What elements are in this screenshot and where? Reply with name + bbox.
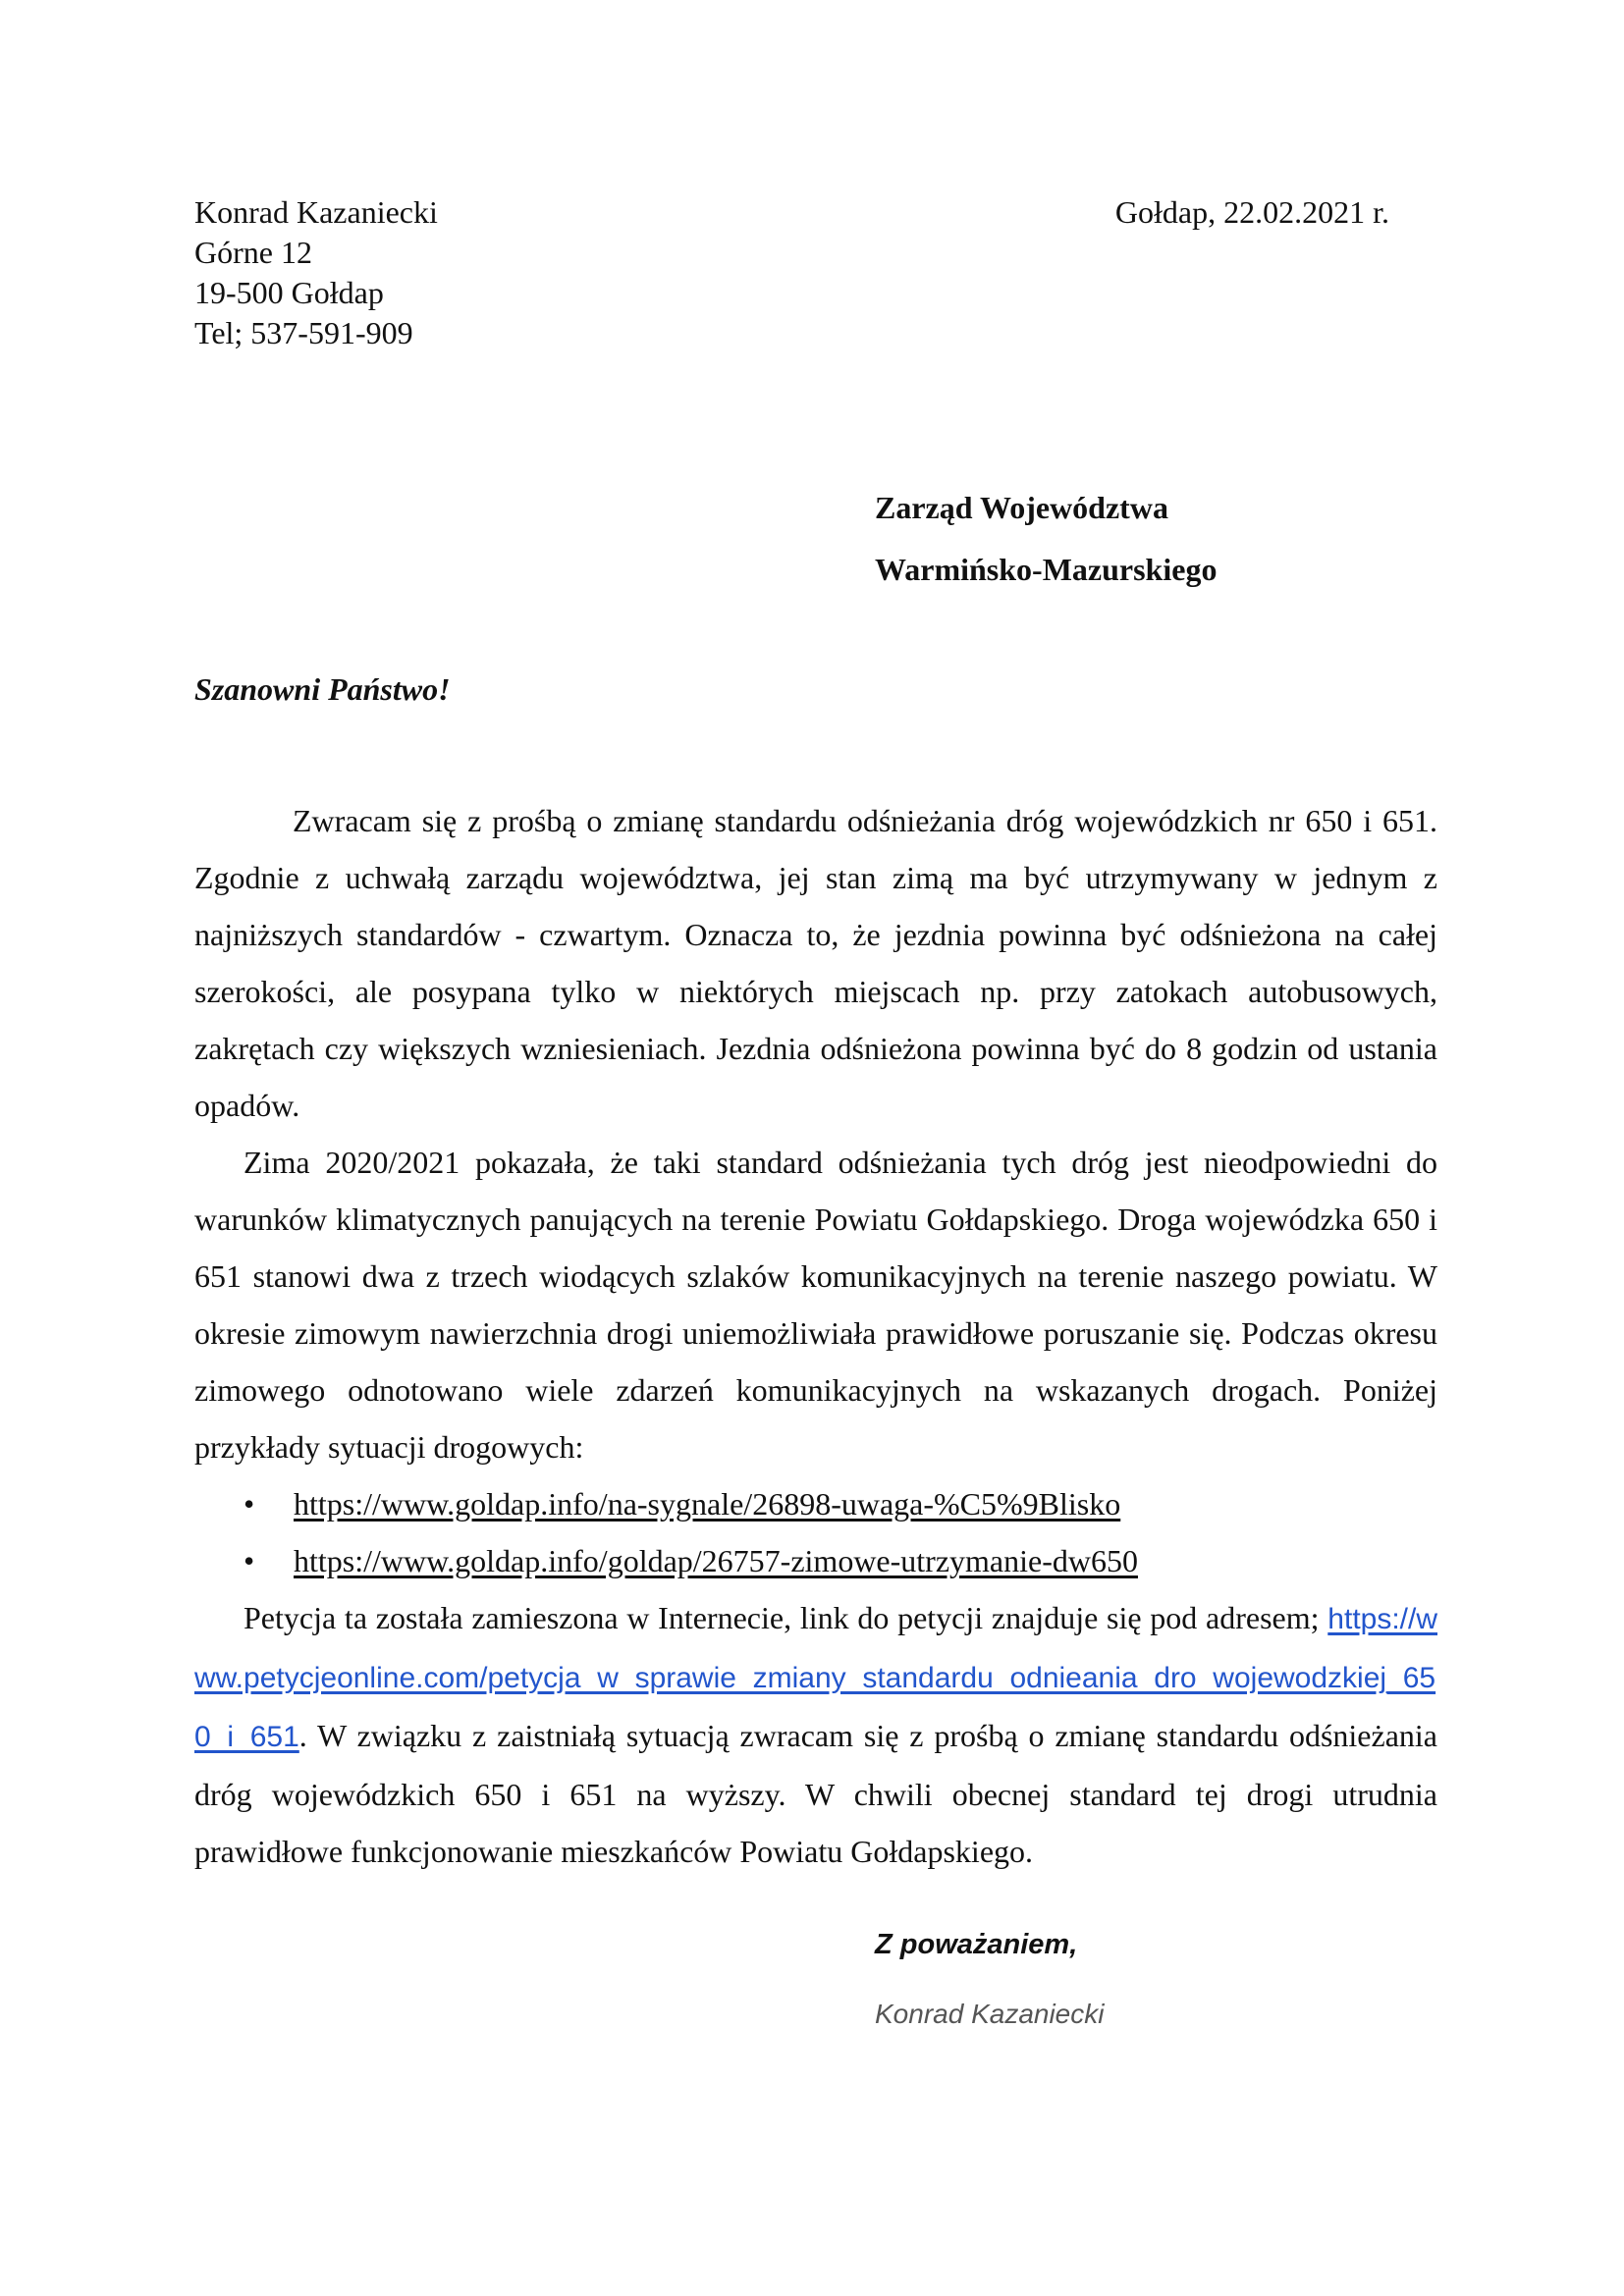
example-link-2[interactable]: https://www.goldap.info/goldap/26757-zimowe-utrzymanie-dw650 [294, 1543, 1138, 1578]
bullet-icon: • [244, 1486, 255, 1522]
paragraph-3 [194, 1589, 1437, 1880]
recipient-address [875, 477, 1217, 601]
sender-street: Górne 12 [194, 235, 312, 270]
example-links-list [194, 1475, 1437, 1589]
paragraph-3-start: Petycja ta została zamieszona w Internecie, link do petycji znajduje się pod adresem; [244, 1600, 1320, 1635]
recipient-line-2: Warmińsko-Mazurskiego [875, 552, 1218, 587]
closing: Z poważaniem, [875, 1929, 1078, 1960]
letter-body [194, 792, 1437, 1880]
petition-link[interactable]: https://www.petycjeonline.com/petycja_w_sprawie_zmiany_standardu_odnieania_dro_wojewodzkiej_650_i_651 [194, 1603, 1438, 1753]
paragraph-1: Zwracam się z prośbą o zmianę standardu odśnieżania dróg wojewódzkich nr 650 i 651. Zgodnie z uchwałą zarządu województwa, jej stan zimą ma być utrzymywany w jednym z najniższych standardów - czwartym. Oznacza to, że jezdnia powinna być odśnieżona na całej szerokości, ale posypana tylko w niektórych miejscach np. przy zatokach autobusowych, zakrętach czy większych wzniesieniach. Jezdnia odśnieżona powinna być do 8 godzin od ustania opadów. [194, 803, 1437, 1123]
salutation: Szanowni Państwo! [194, 671, 451, 707]
signature: Konrad Kazaniecki [875, 1999, 1105, 2029]
list-item [194, 1532, 1437, 1589]
paragraph-2: Zima 2020/2021 pokazała, że taki standard odśnieżania tych dróg jest nieodpowiedni do warunków klimatycznych panujących na terenie Powiatu Gołdapskiego. Droga wojewódzka 650 i 651 stanowi dwa z trzech wiodących szlaków komunikacyjnych na terenie naszego powiatu. W okresie zimowym nawierzchnia drogi uniemożliwiała prawidłowe poruszanie się. Podczas okresu zimowego odnotowano wiele zdarzeń komunikacyjnych na wskazanych drogach. Poniżej przykłady sytuacji drogowych: [194, 1145, 1437, 1465]
sender-phone: Tel; 537-591-909 [194, 315, 413, 350]
example-link-1[interactable]: https://www.goldap.info/na-sygnale/26898-uwaga-%C5%9Blisko [294, 1486, 1121, 1522]
place-date: Gołdap, 22.02.2021 r. [1114, 194, 1389, 230]
sender-address [194, 192, 438, 353]
sender-city: 19-500 Gołdap [194, 275, 384, 310]
paragraph-3-end: . W związku z zaistniałą sytuacją zwracam się z prośbą o zmianę standardu odśnieżania dróg wojewódzkich 650 i 651 na wyższy. W chwili obecnej standard tej drogi utrudnia prawidłowe funkcjonowanie mieszkańców Powiatu Gołdapskiego. [194, 1718, 1437, 1869]
sender-name: Konrad Kazaniecki [194, 194, 438, 230]
list-item [194, 1475, 1437, 1532]
bullet-icon: • [244, 1543, 255, 1578]
recipient-line-1: Zarząd Województwa [875, 490, 1168, 525]
